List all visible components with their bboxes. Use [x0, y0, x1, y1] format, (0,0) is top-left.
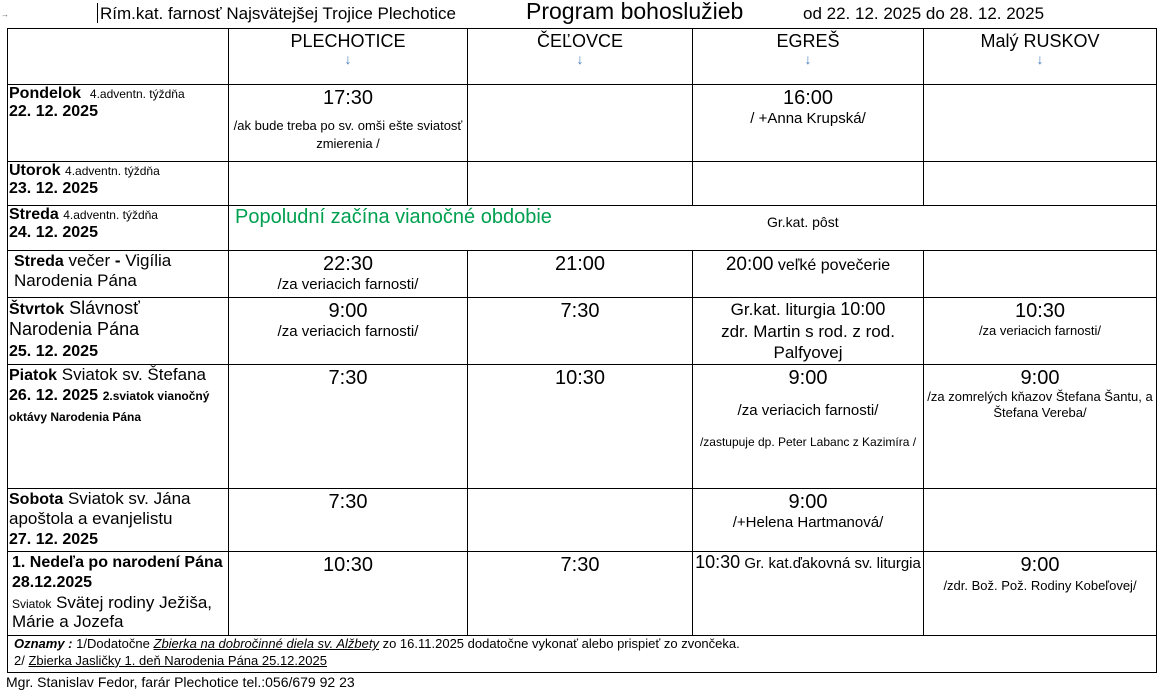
day-cell: Sobota Sviatok sv. Jána apoštola a evanjelistu 27. 12. 2025: [8, 489, 229, 552]
day-cell: Utorok 4.adventn. týždňa 23. 12. 2025: [8, 162, 229, 206]
parish-name: Rím.kat. farnosť Najsvätejšej Trojice Plechotice: [100, 4, 456, 23]
cell-egres: 10:30 Gr. kat.ďakovná sv. liturgia: [693, 552, 924, 636]
cell-ruskov: [924, 489, 1157, 552]
cell-celovce: 7:30: [468, 298, 693, 365]
cell-celovce: 21:00: [468, 251, 693, 298]
row-thursday: [8, 298, 1157, 365]
day-cell: Štvrtok Slávnosť Narodenia Pána 25. 12. 2025: [8, 298, 229, 365]
row-announcements: [8, 636, 1157, 673]
cell-celovce: 10:30: [468, 365, 693, 489]
date-range: od 22. 12. 2025 do 28. 12. 2025: [803, 4, 1045, 23]
day-cell: Streda večer - Vigília Narodenia Pána: [8, 251, 229, 298]
cell-ruskov: [924, 251, 1157, 298]
cell-ruskov: [924, 85, 1157, 162]
cell-egres: 9:00 /+Helena Hartmanová/: [693, 489, 924, 552]
row-tuesday: [8, 162, 1157, 206]
row-monday: [8, 85, 1157, 162]
row-wednesday-evening: [8, 251, 1157, 298]
col-maly-ruskov: Malý RUSKOV ↓: [924, 29, 1157, 85]
cell-ruskov: 10:30 /za veriacich farnosti/: [924, 298, 1157, 365]
program-title: Program bohoslužieb: [526, 0, 744, 24]
page-header: [0, 0, 1163, 28]
row-friday: [8, 365, 1157, 489]
arrow-down-icon: ↓: [804, 51, 812, 67]
christmas-season-note: Popoludní začína vianočné obdobie: [235, 206, 552, 228]
wednesday-note-cell: [229, 206, 1157, 251]
cell-plechotice: 17:30 /ak bude treba po sv. omši ešte sviatosť zmierenia /: [229, 85, 468, 162]
day-cell: Streda 4.adventn. týždňa 24. 12. 2025: [8, 206, 229, 251]
day-cell: Piatok Sviatok sv. Štefana 26. 12. 2025 2.sviatok vianočný oktávy Narodenia Pána: [8, 365, 229, 489]
cell-celovce: 7:30: [468, 552, 693, 636]
day-cell: Pondelok 4.adventn. týždňa 22. 12. 2025: [8, 85, 229, 162]
cell-plechotice: 7:30: [229, 365, 468, 489]
cell-celovce: [468, 85, 693, 162]
collection-link: Zbierka na dobročinné diela sv. Alžbety: [153, 636, 379, 651]
day-cell: 1. Nedeľa po narodení Pána 28.12.2025 Sviatok Svätej rodiny Ježiša, Márie a Jozefa: [8, 552, 229, 636]
arrow-down-icon: ↓: [1036, 51, 1044, 67]
row-sunday: [8, 552, 1157, 636]
cell-egres: Gr.kat. liturgia 10:00 zdr. Martin s rod. z rod. Palfyovej: [693, 298, 924, 365]
row-wednesday: [8, 206, 1157, 251]
schedule-table: [7, 28, 1157, 673]
cell-plechotice: 10:30: [229, 552, 468, 636]
cell-celovce: [468, 489, 693, 552]
footer-contact: Mgr. Stanislav Fedor, farár Plechotice tel.:056/679 92 23: [6, 674, 355, 690]
header-divider: [97, 3, 98, 23]
announcements-cell: Oznamy : 1/Dodatočne Zbierka na dobročinné diela sv. Alžbety zo 16.11.2025 dodatočne vykonať alebo prispieť zo zvončeka. 2/ Zbierka Jasličky 1. deň Narodenia Pána 25.12.2025: [8, 636, 1157, 673]
fast-note: Gr.kat. pôst: [767, 214, 839, 230]
cell-plechotice: 7:30: [229, 489, 468, 552]
cell-egres: 9:00 /za veriacich farnosti/ /zastupuje dp. Peter Labanc z Kazimíra /: [693, 365, 924, 489]
cell-plechotice: 22:30 /za veriacich farnosti/: [229, 251, 468, 298]
row-saturday: [8, 489, 1157, 552]
corner-cell: [8, 29, 229, 85]
arrow-down-icon: ↓: [344, 51, 352, 67]
col-celovce: ČEĽOVCE ↓: [468, 29, 693, 85]
col-plechotice: PLECHOTICE ↓: [229, 29, 468, 85]
cell-egres: 20:00 veľké povečerie: [693, 251, 924, 298]
header-row: [8, 29, 1157, 85]
cell-egres: 16:00 / +Anna Krupská/: [693, 85, 924, 162]
arrow-down-icon: ↓: [576, 51, 584, 67]
col-egres: EGREŠ ↓: [693, 29, 924, 85]
cell-ruskov: 9:00 /za zomrelých kňazov Štefana Šantu, a Štefana Vereba/: [924, 365, 1157, 489]
cell-plechotice: 9:00 /za veriacich farnosti/: [229, 298, 468, 365]
format-mark: →: [1, 10, 9, 19]
cell-ruskov: 9:00 /zdr. Bož. Pož. Rodiny Kobeľovej/: [924, 552, 1157, 636]
collection-link: Zbierka Jasličky 1. deň Narodenia Pána 25.12.2025: [28, 652, 327, 668]
